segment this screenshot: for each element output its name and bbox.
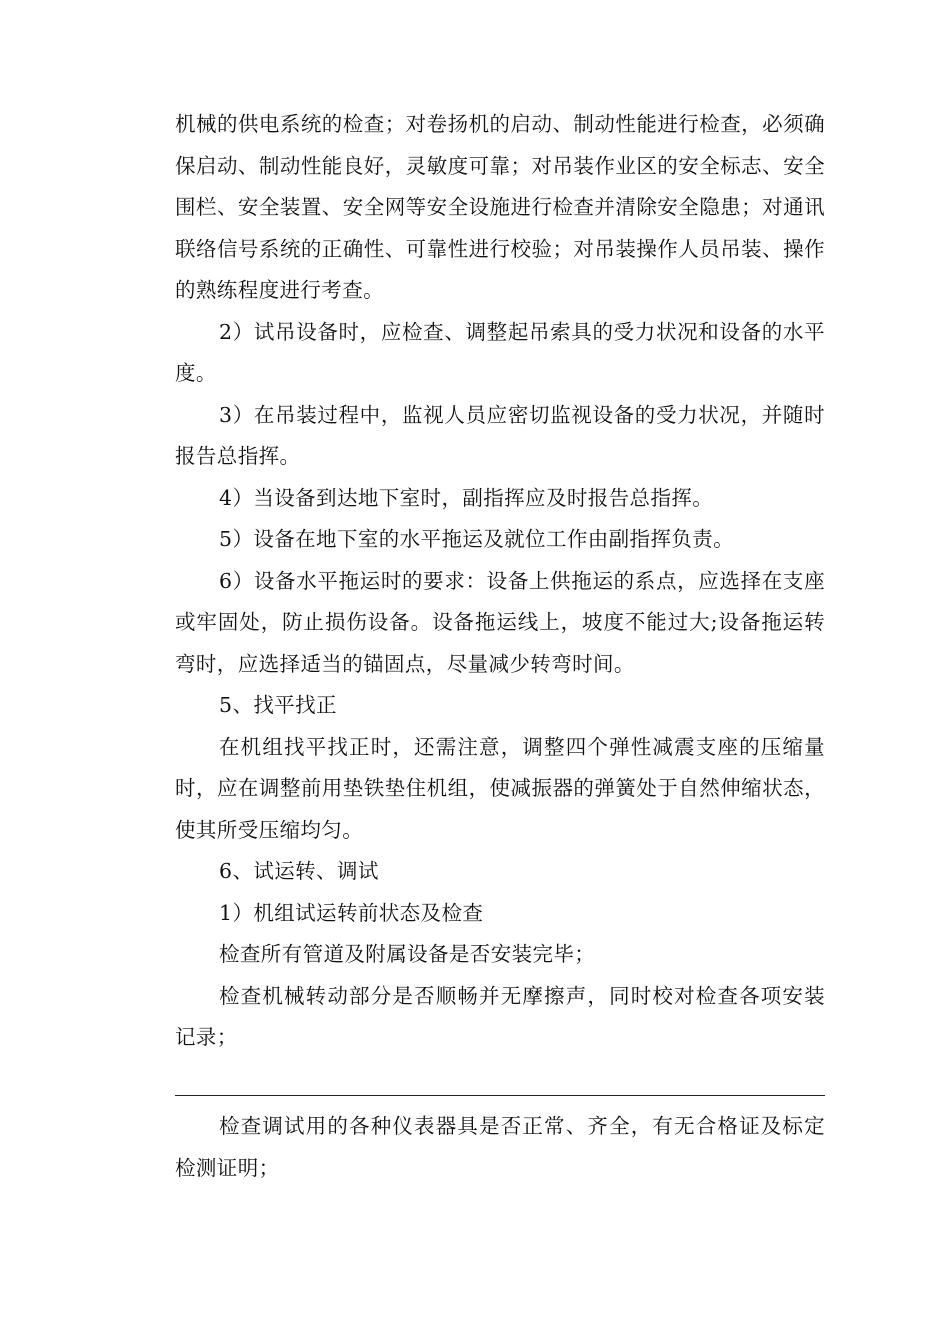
section-heading-leveling: 5、找平找正 bbox=[219, 693, 337, 717]
paragraph-instrument-check: 检查调试用的各种仪表器具是否正常、齐全，有无合格证及标定检测证明； bbox=[175, 1114, 825, 1180]
paragraph-horizontal-transport: 5）设备在地下室的水平拖运及就位工作由副指挥负责。 bbox=[219, 527, 735, 551]
horizontal-divider bbox=[175, 1095, 825, 1096]
paragraph-basement-arrival: 4）当设备到达地下室时，副指挥应及时报告总指挥。 bbox=[219, 485, 714, 510]
paragraph-trial-lift: 2）试吊设备时，应检查、调整起吊索具的受力状况和设备的水平度。 bbox=[175, 319, 825, 385]
paragraph-pipe-check: 检查所有管道及附属设备是否安装完毕； bbox=[219, 942, 596, 966]
subheading-pre-run-check: 1）机组试运转前状态及检查 bbox=[219, 900, 484, 925]
section-heading-commissioning: 6、试运转、调试 bbox=[219, 859, 379, 883]
document-body-continued bbox=[175, 1106, 825, 1189]
paragraph-transport-requirements: 6）设备水平拖运时的要求：设备上供拖运的系点，应选择在支座或牢固处，防止损伤设备。设备拖运线上，坡度不能过大;设备拖运转弯时，应选择适当的锚固点，尽量减少转弯时间。 bbox=[175, 568, 825, 676]
paragraph-rotation-check: 检查机械转动部分是否顺畅并无摩擦声，同时校对检查各项安装记录； bbox=[175, 983, 825, 1049]
paragraph-power-check: 机械的供电系统的检查；对卷扬机的启动、制动性能进行检查，必须确保启动、制动性能良好，灵敏度可靠；对吊装作业区的安全标志、安全围栏、安全装置、安全网等安全设施进行检查并清除安全隐患；对通讯联络信号系统的正确性、可靠性进行校验；对吊装操作人员吊装、操作的熟练程度进行考查。 bbox=[175, 112, 825, 302]
paragraph-leveling: 在机组找平找正时，还需注意，调整四个弹性减震支座的压缩量时，应在调整前用垫铁垫住机组，使减振器的弹簧处于自然伸缩状态，使其所受压缩均匀。 bbox=[175, 734, 825, 842]
paragraph-monitoring: 3）在吊装过程中，监视人员应密切监视设备的受力状况，并随时报告总指挥。 bbox=[175, 402, 825, 468]
document-body bbox=[175, 104, 825, 1059]
